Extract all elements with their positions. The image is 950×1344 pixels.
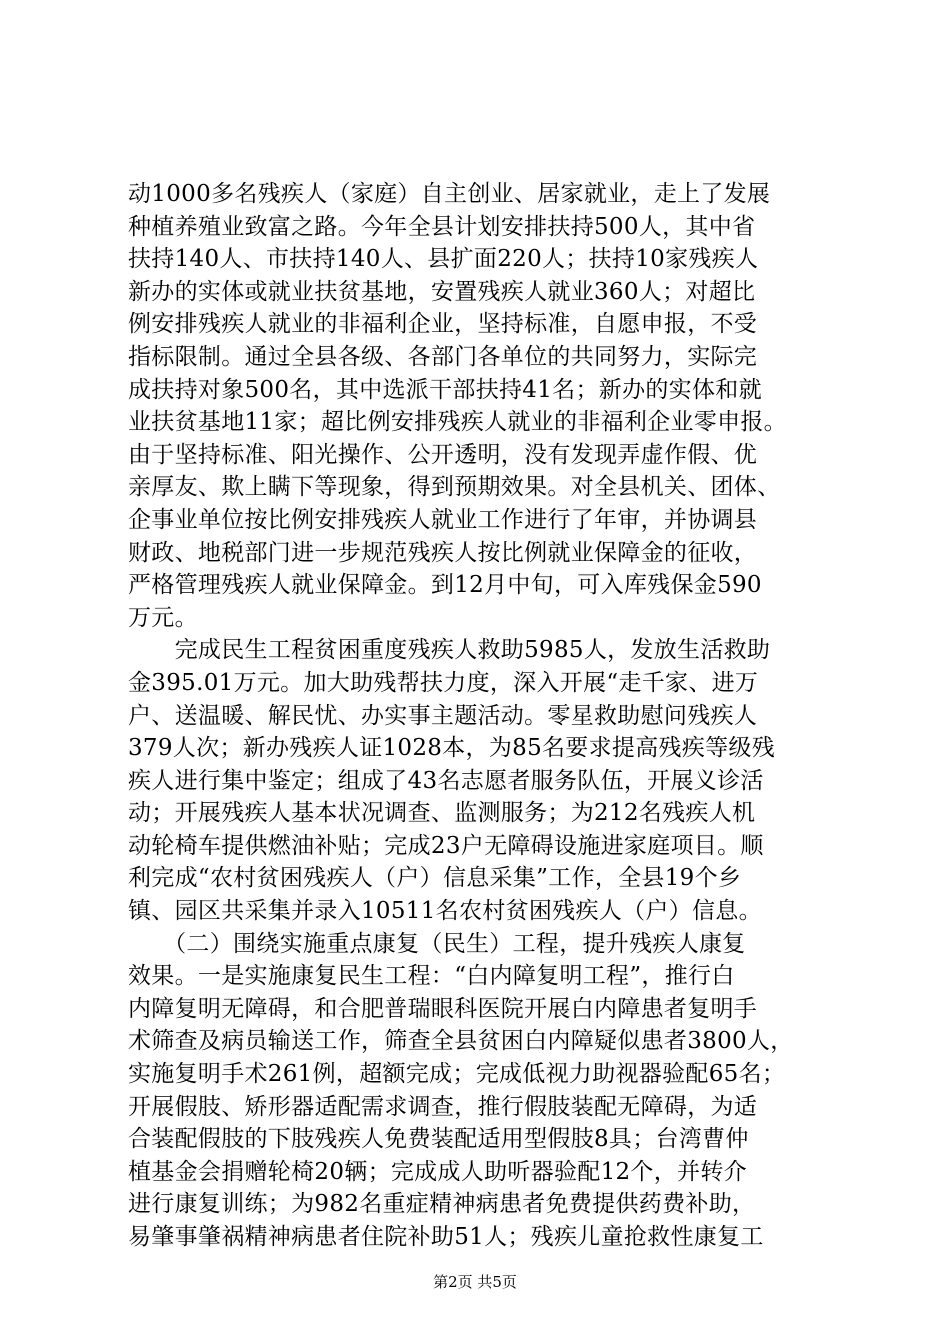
text-line: 利完成“农村贫困残疾人（户）信息采集”工作，全县19个乡 <box>128 865 742 892</box>
text-line: 镇、园区共采集并录入10511名农村贫困残疾人（户）信息。 <box>128 898 762 925</box>
text-line: 财政、地税部门进一步规范残疾人按比例就业保障金的征收， <box>128 539 758 566</box>
page-number-footer: 第2页 共5页 <box>433 1273 517 1291</box>
text-line: 合装配假肢的下肢残疾人免费装配适用型假肢8具；台湾曹仲 <box>128 1126 749 1153</box>
text-line: 金395.01万元。加大助残帮扶力度，深入开展“走千家、进万 <box>128 669 759 696</box>
text-line: 术筛查及病员输送工作，筛查全县贫困白内障疑似患者3800人， <box>128 1028 794 1055</box>
text-line: 成扶持对象500名，其中选派干部扶持41名；新办的实体和就 <box>128 376 762 403</box>
text-line: 例安排残疾人就业的非福利企业，坚持标准，自愿申报，不受 <box>128 311 758 338</box>
text-line: 动；开展残疾人基本状况调查、监测服务；为212名残疾人机 <box>128 800 756 827</box>
text-line: 植基金会捐赠轮椅20辆；完成成人助听器验配12个，并转介 <box>128 1158 747 1185</box>
text-line: 万元。 <box>128 604 198 631</box>
text-line: 完成民生工程贫困重度残疾人救助5985人，发放生活救助 <box>128 637 771 664</box>
text-line: （二）围绕实施重点康复（民生）工程，提升残疾人康复 <box>128 930 746 957</box>
text-line: 企事业单位按比例安排残疾人就业工作进行了年审，并协调县 <box>128 506 758 533</box>
text-line: 户、送温暖、解民忧、办实事主题活动。零星救助慰问残疾人 <box>128 702 758 729</box>
text-line: 动轮椅车提供燃油补贴；完成23户无障碍设施进家庭项目。顺 <box>128 832 764 859</box>
text-line: 易肇事肇祸精神病患者住院补助51人；残疾儿童抢救性康复工 <box>128 1224 764 1250</box>
text-line: 由于坚持标准、阳光操作、公开透明，没有发现弄虚作假、优 <box>128 441 758 468</box>
text-line: 指标限制。通过全县各级、各部门各单位的共同努力，实际完 <box>128 343 758 370</box>
text-line: 379人次；新办残疾人证1028本，为85名要求提高残疾等级残 <box>128 735 775 762</box>
text-line: 动1000多名残疾人（家庭）自主创业、居家就业，走上了发展 <box>128 181 771 207</box>
text-line: 开展假肢、矫形器适配需求调查，推行假肢装配无障碍，为适 <box>128 1093 758 1120</box>
text-line: 种植养殖业致富之路。今年全县计划安排扶持500人，其中省 <box>128 213 756 240</box>
text-line: 内障复明无障碍，和合肥普瑞眼科医院开展白内障患者复明手 <box>128 995 758 1022</box>
text-line: 严格管理残疾人就业保障金。到12月中旬，可入库残保金590 <box>128 572 762 599</box>
text-line: 业扶贫基地11家；超比例安排残疾人就业的非福利企业零申报。 <box>128 409 787 436</box>
text-line: 疾人进行集中鉴定；组成了43名志愿者服务队伍，开展义诊活 <box>128 767 764 794</box>
text-line: 效果。一是实施康复民生工程：“白内障复明工程”，推行白 <box>128 963 735 990</box>
body-text <box>128 178 833 1254</box>
text-line: 新办的实体或就业扶贫基地，安置残疾人就业360人；对超比 <box>128 278 756 305</box>
text-line: 实施复明手术261例，超额完成；完成低视力助视器验配65名； <box>128 1061 786 1088</box>
text-line: 亲厚友、欺上瞒下等现象，得到预期效果。对全县机关、团体、 <box>128 474 781 501</box>
text-line: 扶持140人、市扶持140人、县扩面220人；扶持10家残疾人 <box>128 246 759 273</box>
text-line: 进行康复训练；为982名重症精神病患者免费提供药费补助， <box>128 1191 756 1218</box>
